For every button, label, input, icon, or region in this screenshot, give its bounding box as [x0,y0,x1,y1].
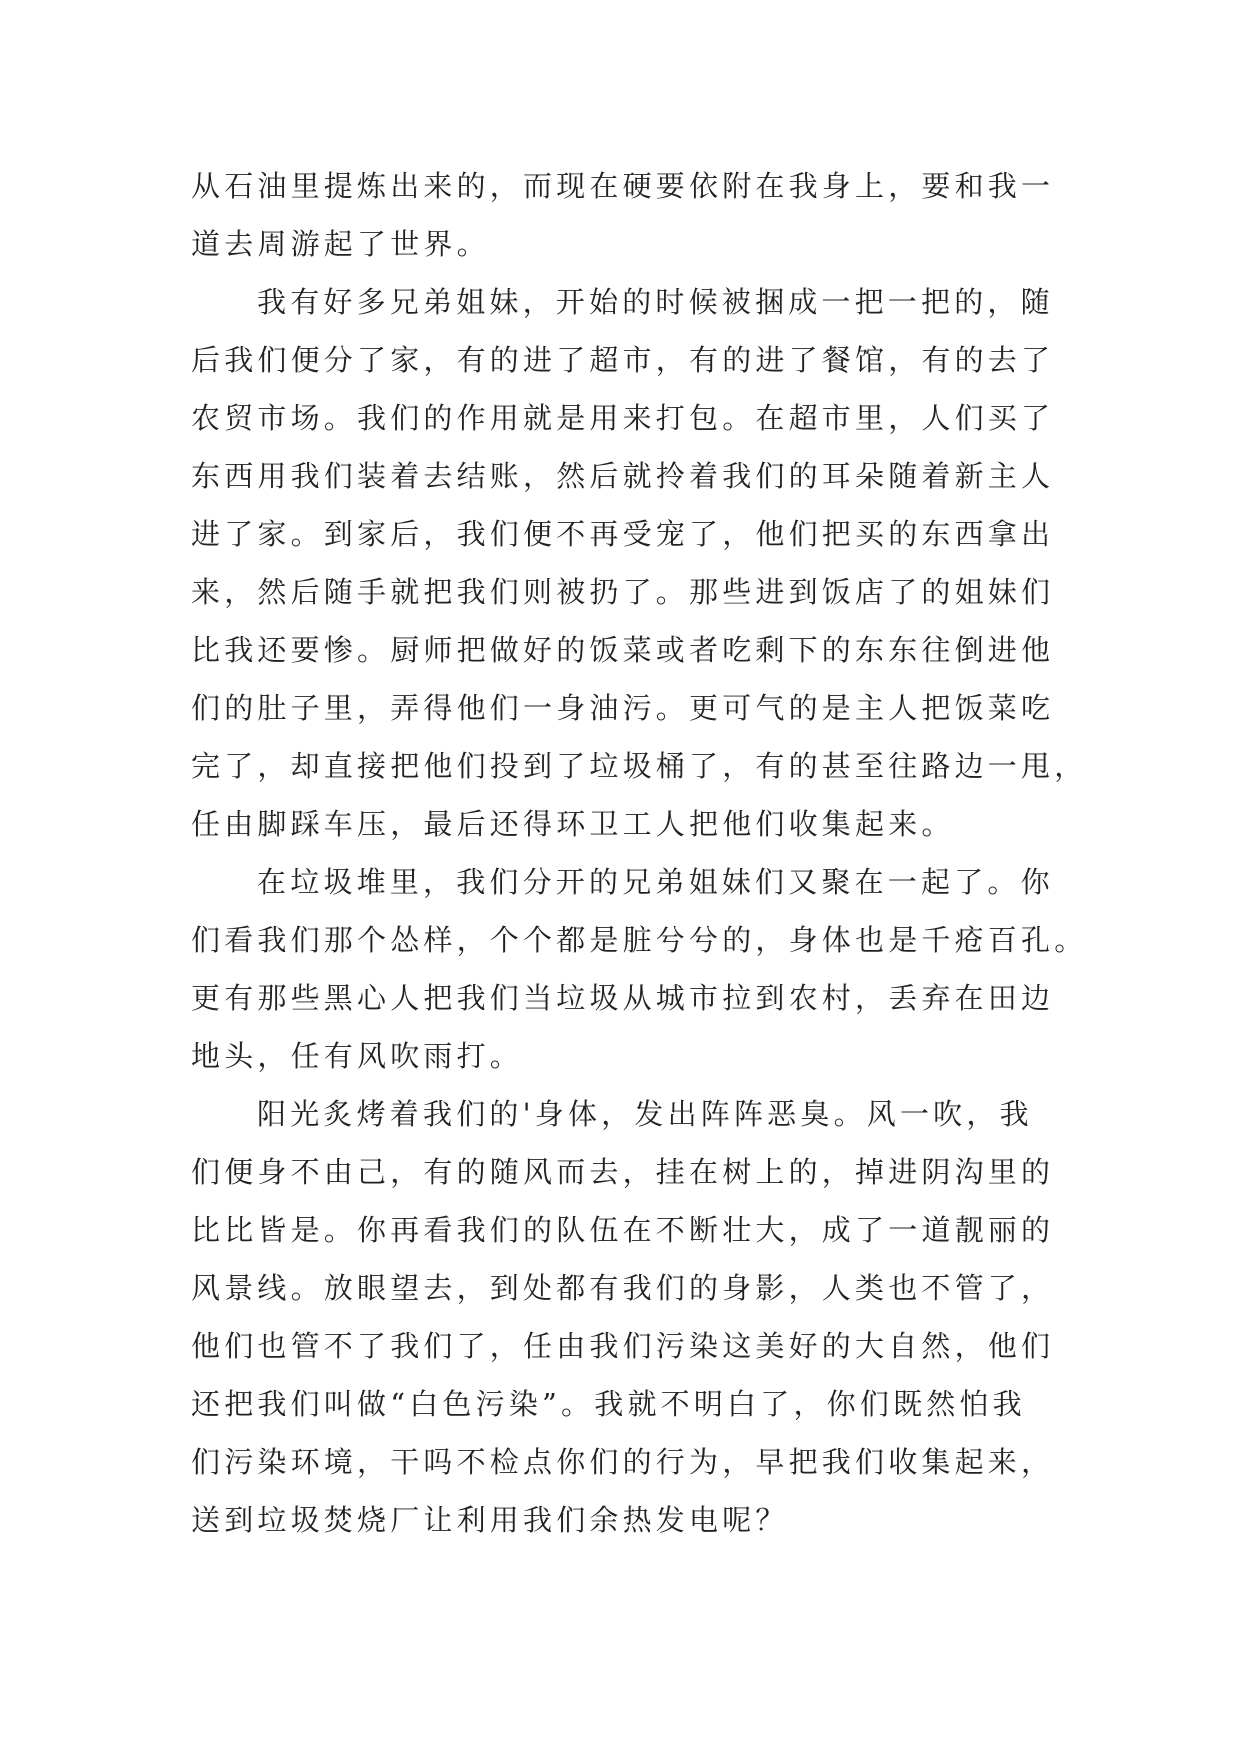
text-line: 风景线。放眼望去，到处都有我们的身影，人类也不管了， [191,1271,1055,1305]
text-line: 完了，却直接把他们投到了垃圾桶了，有的甚至往路边一甩， [191,749,1088,783]
text-line: 们看我们那个怂样，个个都是脏兮兮的，身体也是千疮百孔。 [191,923,1088,957]
text-line: 地头，任有风吹雨打。 [191,1039,524,1073]
text-line: 来，然后随手就把我们则被扔了。那些进到饭店了的姐妹们 [191,575,1055,609]
text-line: 们便身不由己，有的随风而去，挂在树上的，掉进阴沟里的 [191,1155,1055,1189]
text-line: 东西用我们装着去结账，然后就拎着我们的耳朵随着新主人 [191,459,1055,493]
text-line: 任由脚踩车压，最后还得环卫工人把他们收集起来。 [191,807,955,841]
text-line: 后我们便分了家，有的进了超市，有的进了餐馆，有的去了 [191,343,1055,377]
text-line: 农贸市场。我们的作用就是用来打包。在超市里，人们买了 [191,401,1055,435]
paragraph-first-line: 阳光炙烤着我们的'身体，发出阵阵恶臭。风一吹，我 [257,1097,1033,1131]
text-line: 从石油里提炼出来的，而现在硬要依附在我身上，要和我一 [191,169,1055,203]
text-line: 送到垃圾焚烧厂让利用我们余热发电呢？ [191,1503,789,1537]
text-line: 进了家。到家后，我们便不再受宠了，他们把买的东西拿出 [191,517,1055,551]
text-line: 比比皆是。你再看我们的队伍在不断壮大，成了一道靓丽的 [191,1213,1055,1247]
paragraph-first-line: 我有好多兄弟姐妹，开始的时候被捆成一把一把的，随 [257,285,1054,319]
document-body [191,157,1088,1549]
text-line: 更有那些黑心人把我们当垃圾从城市拉到农村，丢弃在田边 [191,981,1055,1015]
text-line: 比我还要惨。厨师把做好的饭菜或者吃剩下的东东往倒进他 [191,633,1055,667]
text-line: 们污染环境，干吗不检点你们的行为，早把我们收集起来， [191,1445,1055,1479]
text-line: 他们也管不了我们了，任由我们污染这美好的大自然，他们 [191,1329,1055,1363]
paragraph-first-line: 在垃圾堆里，我们分开的兄弟姐妹们又聚在一起了。你 [257,865,1054,899]
text-line: 还把我们叫做“白色污染”。我就不明白了，你们既然怕我 [191,1387,1026,1421]
text-line: 道去周游起了世界。 [191,227,490,261]
text-line: 们的肚子里，弄得他们一身油污。更可气的是主人把饭菜吃 [191,691,1055,725]
